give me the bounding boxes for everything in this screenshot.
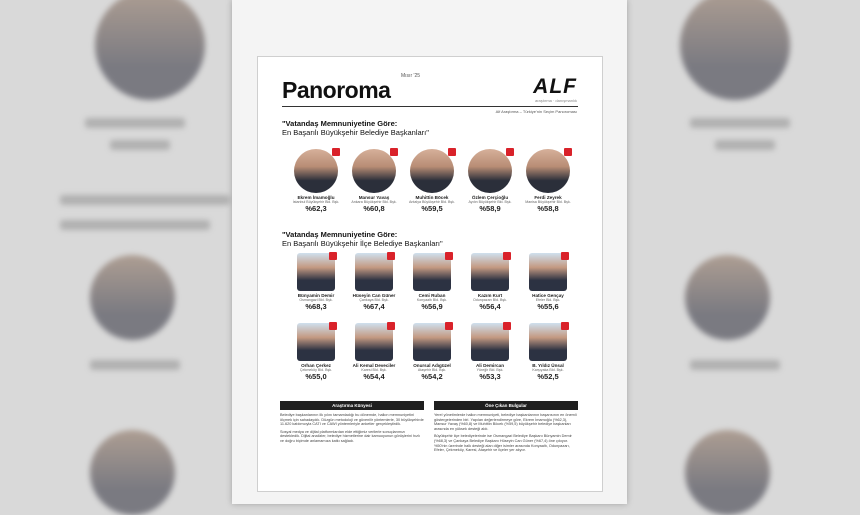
mayor-photo [471,323,509,361]
chp-badge-icon [503,322,511,330]
mayor-card [344,149,404,213]
mayor-role: Ankara Büyükşehir Bld. Bşk. [351,200,397,204]
district-mayor-card [286,323,346,381]
mayor-photo [526,149,570,193]
mayor-percentage: %59,5 [421,204,443,213]
mayor-percentage: %67,4 [363,302,385,311]
mayor-percentage: %53,3 [479,372,501,381]
mayor-card [286,149,346,213]
chp-badge-icon [332,148,340,156]
mayor-name: Özlem Çerçioğlu [471,195,509,200]
chp-badge-icon [387,252,395,260]
district-mayor-card [344,323,404,381]
mayor-photo [355,253,393,291]
district-mayor-card [286,253,346,311]
header-divider [282,106,578,107]
mayor-photo [294,149,338,193]
mayor-photo [410,149,454,193]
chp-badge-icon [561,322,569,330]
mayor-percentage: %58,8 [537,204,559,213]
district-mayor-card [518,253,578,311]
mayor-photo [413,323,451,361]
chp-badge-icon [445,252,453,260]
mayor-photo [468,149,512,193]
document-paper [232,0,627,504]
mayor-role: Yüreğir Bld. Bşk. [476,368,504,372]
box-paragraph: Sosyal medya ve dijital platformlardan elde ettiğimiz verilerle sonuçlarımızı destekledik. Dijital analizler, belediye hizmetlerine dair kamuoyunun görüşlerini hızlı ve doğru biçimde anlamamıza katkı sağladı. [280,429,420,443]
district-mayor-card [344,253,404,311]
mayor-role: Antalya Büyükşehir Bld. Bşk. [409,200,455,204]
mayor-role: İstanbul Büyükşehir Bld. Bşk. [292,200,340,204]
chp-badge-icon [506,148,514,156]
mayor-percentage: %62,3 [305,204,327,213]
mayor-name: B. Yıldız Ünsal [532,363,564,368]
chp-badge-icon [387,322,395,330]
section-title-line2: En Başarılı Büyükşehir İlçe Belediye Başkanları" [282,239,443,248]
mayor-role: Aydın Büyükşehir Bld. Bşk. [468,200,512,204]
mayor-role: Çekmeköy Bld. Bşk. [299,368,333,372]
mayor-name: Cemi Ruban [418,293,446,298]
mayor-name: Muhittin Böcek [415,195,449,200]
mayor-name: Ali Kemal Deveciler [352,363,396,368]
mayor-percentage: %56,9 [421,302,443,311]
district-mayor-card [460,323,520,381]
box-paragraph: Yerel yönetimlerde halkın memnuniyeti, belediye başkanlarının başarısının en önemli göstergelerinden biri. Yapılan değerlendirmeye göre, Ekrem İmamoğlu (%62,3), Mansur Yavaş (%60,8) ve Muhittin Böcek (%59,5) büyükşehir belediye başkanları arasında en yüksek desteği aldı. [434,413,577,431]
box-title: Öne Çıkan Bulgular [434,401,578,410]
logo-tagline: araştırma · danışmanlık [534,98,577,103]
district-mayor-card [402,323,462,381]
report-subline: Alf Araştırma – Türkiye'nin Seçim Panoroması [495,109,577,114]
mayor-name: Mansur Yavaş [358,195,390,200]
mayor-role: Konyaaltı Bld. Bşk. [416,298,448,302]
district-mayor-card [460,253,520,311]
mayor-percentage: %58,9 [479,204,501,213]
chp-badge-icon [448,148,456,156]
mayor-percentage: %60,8 [363,204,385,213]
report-page [257,56,603,492]
chp-badge-icon [445,322,453,330]
district-mayor-card [402,253,462,311]
mayor-photo [529,253,567,291]
background-right [630,0,860,504]
mayor-photo [297,253,335,291]
section-title-line2: En Başarılı Büyükşehir Belediye Başkanları" [282,128,429,137]
mayor-name: Kazım Kurt [477,293,503,298]
mayor-role: Çankaya Bld. Bşk. [359,298,389,302]
chp-badge-icon [390,148,398,156]
mayor-name: Ali Demircan [475,363,505,368]
section-title-district [282,230,443,248]
mayor-name: Hüseyin Can Güner [352,293,396,298]
mayor-photo [352,149,396,193]
alf-logo: ALF [533,75,577,98]
chp-badge-icon [561,252,569,260]
box-title: Araştırma Künyesi [280,401,424,410]
mayor-card [460,149,520,213]
mayor-card [518,149,578,213]
mayor-percentage: %54,2 [421,372,443,381]
mayor-percentage: %68,3 [305,302,327,311]
mayor-percentage: %55,0 [305,372,327,381]
mayor-role: Ataşehir Bld. Bşk. [417,368,447,372]
chp-badge-icon [564,148,572,156]
section-title-metropolitan [282,119,429,137]
mayor-name: Ekrem İmamoğlu [297,195,335,200]
report-date: Mısır '25 [401,73,421,79]
mayor-photo [529,323,567,361]
section-title-line1: "Vatandaş Memnuniyetine Göre: [282,119,398,128]
mayor-name: Bünyamin Demir [297,293,335,298]
mayor-role: Karşıyaka Bld. Bşk. [532,368,564,372]
mayor-name: Onursal Adıgüzel [413,363,451,368]
box-paragraph: Büyükşehir ilçe belediyelerinde ise Osmangazi Belediye Başkanı Bünyamin Demir (%68,3) ve Çankaya Belediye Başkanı Hüseyin Can Güner (%67,4) öne çıkıyor. %50'nin üzerinde halk desteği alan diğer isimler arasında Konyaaltı, Odunpazarı, Efeler, Çekmeköy, Karesi, Ataşehir ve ilçeler yer alıyor. [434,434,572,453]
district-mayor-card [518,323,578,381]
chp-badge-icon [503,252,511,260]
mayor-name: Orhan Çerkez [301,363,331,368]
mayor-photo [471,253,509,291]
mayor-role: Odunpazarı Bld. Bşk. [473,298,507,302]
mayor-percentage: %52,5 [537,372,559,381]
mayor-card [402,149,462,213]
mayor-photo [413,253,451,291]
mayor-role: Efeler Bld. Bşk. [535,298,561,302]
report-title: Panoroma [282,77,391,103]
mayor-role: Manisa Büyükşehir Bld. Bşk. [525,200,571,204]
research-info-box [280,401,424,444]
mayor-percentage: %55,6 [537,302,559,311]
mayor-percentage: %56,4 [479,302,501,311]
mayor-role: Karesi Bld. Bşk. [361,368,387,372]
mayor-photo [297,323,335,361]
mayor-percentage: %54,4 [363,372,385,381]
chp-badge-icon [329,322,337,330]
box-paragraph: Belediye başkanlarının ilk yılını tamamladığı bu dönemde, halkın memnuniyetini ölçmek için sahadaydık. Düzgün metodoloji ve güvenilir yöntemlerle, 30 büyükşehirde 11.620 katılımcıyla CATI ve CAWI yöntemleriyle anketler gerçekleştirdik. [280,413,424,427]
mayor-name: Ferdi Zeyrek [534,195,562,200]
mayor-name: Hatice Gençay [532,293,564,298]
chp-badge-icon [329,252,337,260]
mayor-role: Osmangazi Bld. Bşk. [299,298,333,302]
section-title-line1: "Vatandaş Memnuniyetine Göre: [282,230,398,239]
background-left [0,0,230,504]
mayor-photo [355,323,393,361]
key-findings-box [434,401,578,453]
